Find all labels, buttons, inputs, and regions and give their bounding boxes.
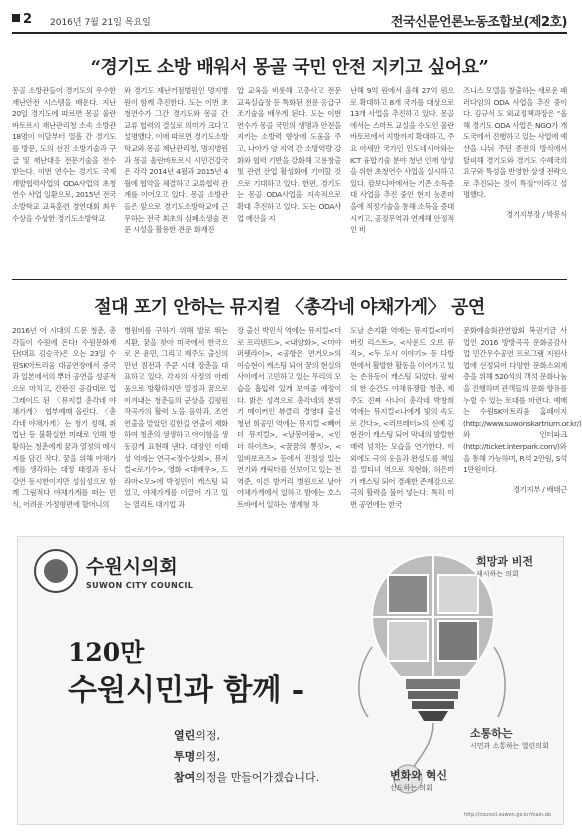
article2-col1: 2016년 이 시대의 드문 청춘, 총각들이 수원에 온다! 수원문화재단(대표 김승국)은 오는 23일 수원SK아트리움 대공연장에서 중국과 일본에서의 뿌더 공연을 성공적으로 마치고, 간판진 공감대로 업그레이드 된 〈뮤지컬 총각네 야채가게〉 협부예매 올린다. 〈총각네 야채가게〉는 청기 정해, 취업난 등 불확실한 미래로 인해 방황하는 청춘에게 꿈과 열정의 메시지를 담긴 작다. 꿈을 위해 야채가게를 생각하는 대정 태정과 동나 강연 동시한이지만 성심성으로 함께 그림적다 야채가게를 떠는 민식, 어려운 가정형편에 할머니의 bbox=[12, 326, 116, 509]
ad-url: http://council.suwon.go.kr/main.do bbox=[464, 812, 551, 818]
article2-col4: 도날 손지환 역에는 뮤지컬<마이 버킷 리스트>, <사운드 오브 뮤직>, <두 도시 이야기> 등 다방면에서 활발한 활동을 이어가고 있는 손유동이 캐스팅 되었다. 팔씨의 한 순간도 야채유쟁할 청춘, 제주도 진짜 사나이 총각네 박창희 역에는 뮤지컬<나에게 빛의 속도로 간다>, <러브레터>의 신예 김현진이 캐스팅 되어 막내의 발랄한 매력 넘치는 모습을 연기한다. 이외에도 극의 웃음과 완성도를 책임질 멀티녀 역으로 차현화, 허은미가 캐스팅 되어 경쾌한 존재감으로 극의 활력을 불어 넣는다. 특히 이번 공연에는 한국 bbox=[350, 326, 454, 509]
article2-col5: 문화예술회관연합회 복권기금 사업인 2016 방방곡곡 문화공감사업 민간우수공연 프로그램 지원사업에 선정되어 다양한 문화소외계층을 위해 520석의 객석 문화나눔을 진행하며 관객들의 문화 향유를 누릴 수 있는 토대를 마련다. 예매는 수원SK아트리움 홈페이지(http://www.suwonskartrium.or.kr/)와 인터파크(http://ticket.interpark.com/)와 을 통해 가능하며, R석 2만원, S석 1만원이다. 경기지부 / 배태근 bbox=[463, 326, 582, 494]
section-divider bbox=[12, 279, 567, 280]
article2-col2: 병원비를 구하기 위해 발로 뛰는 지환, 꿈을 찾아 미국에서 한국으로 온 윤민, 그리고 제주도 출신의 만년 짐전과 주쿤 시대 장춘을 대표하고 있다. 각자의 사정의 아레움으로 방황하지만 열정과 꿈으로 이겨내는 청춘들의 군상을 김평원 작곡가의 활력 노을 음악과, 조연 연출을 맡았던 김한길 연출이 재화하여 청춘의 생생하고 아이함을 생동감게 표현해 낸다. 대장인 이태성 역에는 연극<장수상회>, 뮤지컬<로기수>, 영화 <대배우>, 드라마<모>에 박정민이 캐스팅 되었고, 야채가게를 이끌어 가고 있는 열리트 대기업 과 bbox=[124, 326, 228, 509]
article1-col4: 난해 9억 원에서 올해 27억 원으로 확대하고 8개 국가를 대상으로 13개 사업을 추진하고 있다. 몽골에서는 스마트 교실을 수도인 울란바토르에서 지방까지 확대하고, 주요 아세안 국가인 인도네시아와는 ICT 융합기술 분야 청년 인재 양성을 위한 초청연수 사업을 실시하고 있다. 캄보디아에서는 기존 소득증대 사업을 추진 중인 현지 농촌마을에 적정기술을 통해 소득을 증대시키고, 공정무역과 연계해 안정적인 비 bbox=[350, 86, 454, 235]
council-advertisement bbox=[17, 536, 564, 825]
article1-col5: 즈니스 모델을 창출하는 새로운 패러다임의 ODA 사업을 추진 중이다. 김규식 도 외교정책과장은 “올해 경기도 ODA 사업은 NGO가 개도국에서 진행하고 있는 사업에 예산을 나눠 주던 종전의 방식에서 탈피해 경기도와 경기도 수혜국의 요구와 특성을 반영한 상생 전략으로 추진되는 것이 특징”이라고 설명했다. 경기지부장 / 박봉식 bbox=[463, 86, 567, 219]
article2-col3: 장 출신 박민식 역에는 뮤지컬<더로 프리텐드>, <내양화>, <미야 퍼펫라이>, <공항은 연거오>의 이승현이 캐스팅 되어 꿈의 현실의 사이에서 고민하고 있는 무리의 모습을 흡입력 있게 보여줄 예정이다. 밝은 성격으로 총각네의 분위기 메이커인 뷰클리 경영대 출신 청년 희공민 역에는 뮤지컬 <빼어 더 뮤지컬>, <날봉어팡>, <인 더 하이츠>, <꿈꿈의 뽕짓>, <일바보르즈> 등에서 진정성 있는 연기와 캐릭터를 선보이고 있는 전역준, 이른 밤거리 병원으로 날아 야채가게에서 일하고 밤에는 호스트바에서 일하는 생계형 차 bbox=[237, 326, 341, 509]
ad-headline-2: 수원시민과 함께 - bbox=[68, 673, 305, 708]
article1-body bbox=[12, 85, 567, 270]
article1-col1: 몽골 소방관들이 경기도의 우수한 재난안전 시스템을 배운다. 지난 20일 경기도에 따르면 몽골 울란바토르시 재난관리청 소속 소방관 18명이 이달부터 열흘 간 경기도를 방문, 도의 선진 소방기술과 구급 및 재난대응 전문기술을 전수 받는다. 이번 연수는 경기도 국제개발협력사업의 ODA사업의 초청연수 사업 일환으로, 2015년 전국소방학교 교육훈련 경연대회 최우수상을 수상한 경기도소방학교 bbox=[12, 86, 116, 223]
page-header bbox=[12, 10, 567, 34]
ad-slogan-3: 참여의정을 만들어가겠습니다. bbox=[174, 771, 320, 784]
ad-slogan-1: 열린의정, bbox=[174, 729, 221, 742]
article1-title: “경기도 소방 배워서 몽골 국민 안전 지키고 싶어요” bbox=[90, 57, 489, 78]
council-name-ko: 수원시의회 bbox=[86, 556, 178, 578]
ad-tag-hope: 희망과 비전 제시하는 의회 bbox=[476, 555, 533, 578]
article2-body bbox=[12, 325, 582, 525]
issue-date: 2016년 7월 21일 목요일 bbox=[50, 18, 151, 28]
article1-col2: 와 경기도 재난거점병원인 명지병원이 함께 추진한다. 도는 이번 초청연수가 그간 경기도와 몽골 간 교류 협력의 결실로 의미가 크다고 설명했다. 이에 따르면 경기도소방학교와 몽골 재난관리청, 명지병원과 몽골 울란바토르시 시민건강국은 각각 2014년 4월과 2015년 4월에 협약을 체결하고 교류협력 관계를 이어오고 있다. 몽골 소방관들은 앞으로 경기도소방학교에 근무하는 전국 최초의 심폐소생술 전문 시설을 활용한 전문 화재진 bbox=[124, 86, 228, 235]
council-logo bbox=[34, 549, 193, 593]
newspaper-name: 전국신문언론노동조합보(제2호) bbox=[390, 15, 567, 30]
council-seal-icon bbox=[34, 549, 78, 593]
article1-byline: 경기지부장 / 박봉식 bbox=[505, 209, 567, 219]
ad-slogan-2: 투명의정, bbox=[174, 750, 221, 763]
article1-col3: 압 교육을 비롯해 고층사고 전문 교육실습장 등 특화된 전문 응급구조기술을 배우게 된다. 도는 이번 연수가 몽골 국민의 생명과 안전을 지키는 소방력 향상에 도움을 주고, 나아가 양 지역 간 소방역량 강화와 협력 기반을 강화해 고용창출 및 관련 산업 활성화에 기여할 것으로 기대하고 있다. 한편, 경기도는 몽골 ODA사업을 지속적으로 확대 추진하고 있다. 도는 ODA사업 예산을 지 bbox=[237, 86, 341, 223]
article2-title: 절대 포기 안하는 뮤지컬 〈총각네 야채가게〉 공연 bbox=[94, 297, 485, 318]
ad-headline-1: 120만 bbox=[68, 638, 145, 667]
ad-tag-change: 변화와 혁신 선도하는 의회 bbox=[390, 769, 447, 792]
ad-tag-communication: 소통하는 시민과 소통하는 열린의회 bbox=[470, 727, 549, 750]
article2-byline: 경기지부 / 배태근 bbox=[512, 484, 567, 494]
square-icon bbox=[12, 14, 20, 22]
page-number: 2 bbox=[12, 12, 32, 27]
council-name-en: SUWON CITY COUNCIL bbox=[86, 581, 194, 590]
